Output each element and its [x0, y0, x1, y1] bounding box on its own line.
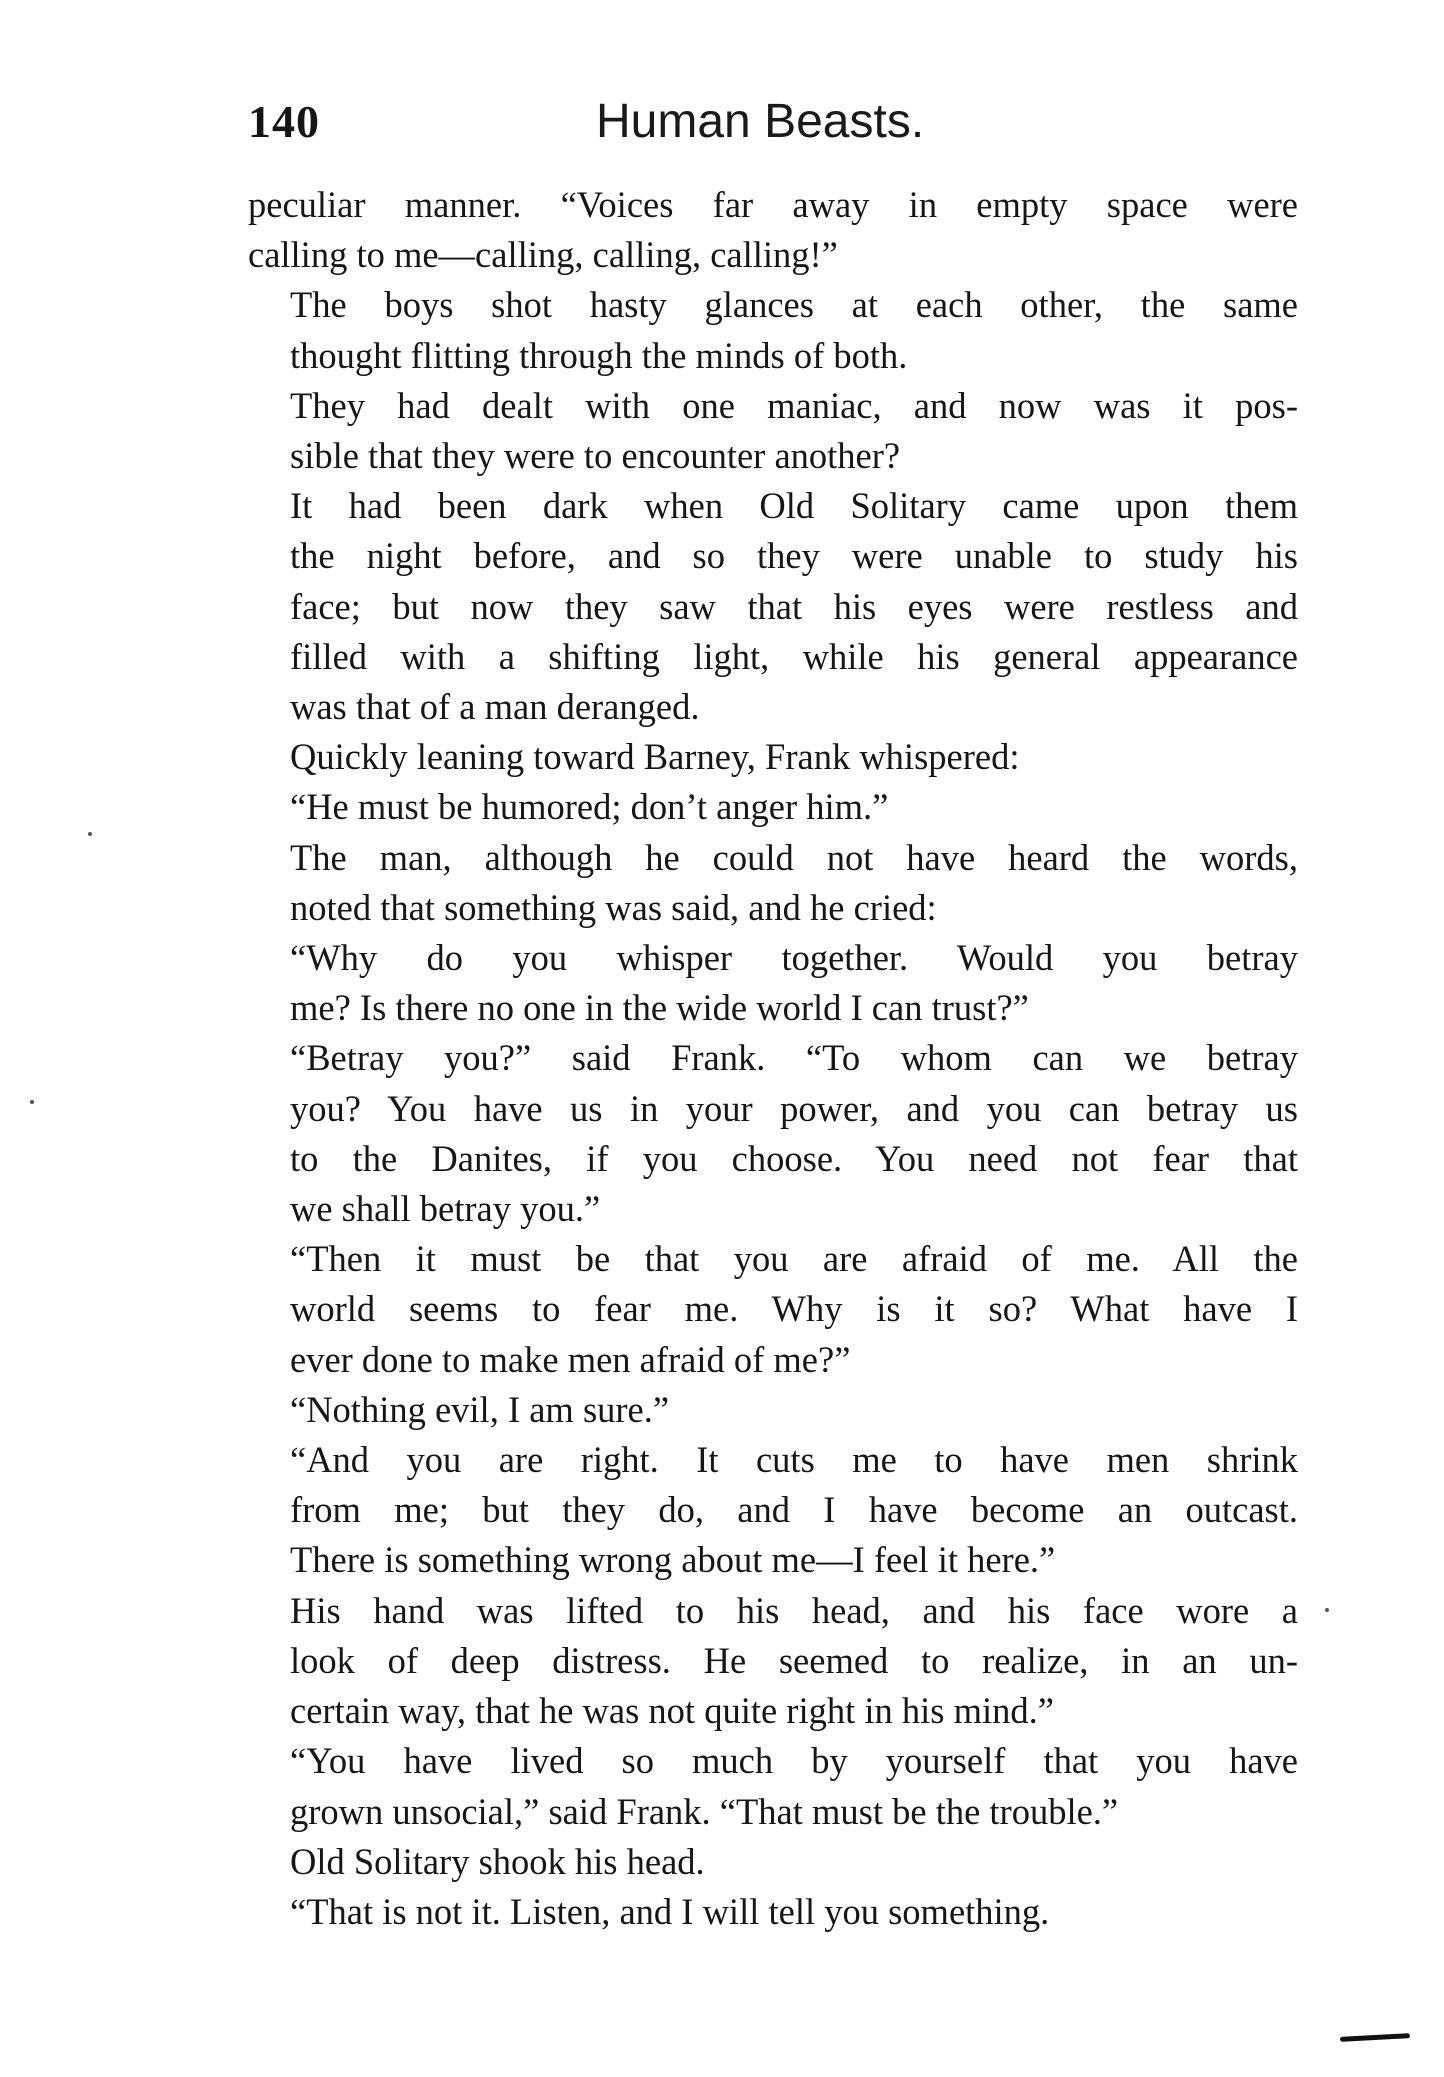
text-line: the night before, and so they were unable to study his: [290, 535, 1298, 577]
text-line: “He must be humored; don’t anger him.”: [290, 786, 889, 828]
page-edge-mark: [1340, 2033, 1410, 2042]
margin-speck: [88, 832, 92, 836]
text-line: ever done to make men afraid of me?”: [290, 1338, 851, 1380]
paragraph: [248, 833, 1298, 933]
text-line: grown unsocial,” said Frank. “That must be the trouble.”: [290, 1790, 1119, 1832]
text-line: “And you are right. It cuts me to have men shrink: [290, 1439, 1298, 1481]
margin-speck: [30, 1100, 34, 1104]
text-line: to the Danites, if you choose. You need not fear that: [290, 1137, 1298, 1179]
text-line: you? You have us in your power, and you can betray us: [290, 1087, 1298, 1129]
text-line: peculiar manner. “Voices far away in empty space were: [248, 184, 1298, 225]
paragraph: [248, 1887, 1298, 1937]
text-line: sible that they were to encounter another?: [290, 435, 901, 477]
text-line: “Then it must be that you are afraid of me. All the: [290, 1238, 1298, 1280]
text-line: me? Is there no one in the wide world I can trust?”: [290, 987, 1029, 1029]
text-line: Old Solitary shook his head.: [290, 1840, 705, 1882]
text-line: noted that something was said, and he cried:: [290, 886, 937, 928]
text-line: face; but now they saw that his eyes were restless and: [290, 585, 1298, 627]
text-line: “Betray you?” said Frank. “To whom can we betray: [290, 1037, 1298, 1079]
text-line: The boys shot hasty glances at each other, the same: [290, 284, 1298, 326]
paragraph: [248, 1385, 1298, 1435]
text-line: from me; but they do, and I have become an outcast.: [290, 1489, 1298, 1531]
paragraph: [248, 1033, 1298, 1234]
paragraph: [248, 381, 1298, 481]
text-line: filled with a shifting light, while his general appearance: [290, 635, 1298, 677]
body-text: [248, 180, 1298, 1937]
text-line: calling to me—calling, calling, calling!”: [248, 234, 838, 276]
text-line: His hand was lifted to his head, and his face wore a: [290, 1589, 1298, 1631]
text-line: There is something wrong about me—I feel it here.”: [290, 1539, 1056, 1581]
text-line: “Nothing evil, I am sure.”: [290, 1388, 670, 1430]
text-line: we shall betray you.”: [290, 1188, 601, 1230]
margin-speck: [1325, 1608, 1329, 1612]
paragraph: [248, 1586, 1298, 1737]
paragraph: [248, 1435, 1298, 1586]
text-line: was that of a man deranged.: [290, 686, 700, 728]
text-line: “You have lived so much by yourself that you have: [290, 1740, 1298, 1782]
paragraph: [248, 732, 1298, 782]
text-line: thought flitting through the minds of both.: [290, 334, 908, 376]
paragraph: [248, 782, 1298, 832]
text-line: It had been dark when Old Solitary came upon them: [290, 485, 1298, 527]
text-line: They had dealt with one maniac, and now was it pos-: [290, 384, 1298, 426]
paragraph: [248, 481, 1298, 732]
text-line: certain way, that he was not quite right in his mind.”: [290, 1690, 1054, 1732]
text-line: “That is not it. Listen, and I will tell you something.: [290, 1890, 1050, 1932]
running-title: Human Beasts.: [596, 95, 925, 148]
page-number: 140: [248, 96, 320, 147]
text-line: look of deep distress. He seemed to realize, in an un-: [290, 1639, 1298, 1681]
paragraph: [248, 180, 1298, 280]
text-line: Quickly leaning toward Barney, Frank whispered:: [290, 736, 1020, 778]
paragraph: [248, 280, 1298, 380]
paragraph: [248, 1736, 1298, 1836]
text-line: The man, although he could not have heard the words,: [290, 836, 1298, 878]
paragraph: [248, 1837, 1298, 1887]
paragraph: [248, 1234, 1298, 1385]
text-line: world seems to fear me. Why is it so? What have I: [290, 1288, 1298, 1330]
running-head: [248, 92, 1298, 152]
paragraph: [248, 933, 1298, 1033]
text-line: “Why do you whisper together. Would you betray: [290, 937, 1298, 979]
